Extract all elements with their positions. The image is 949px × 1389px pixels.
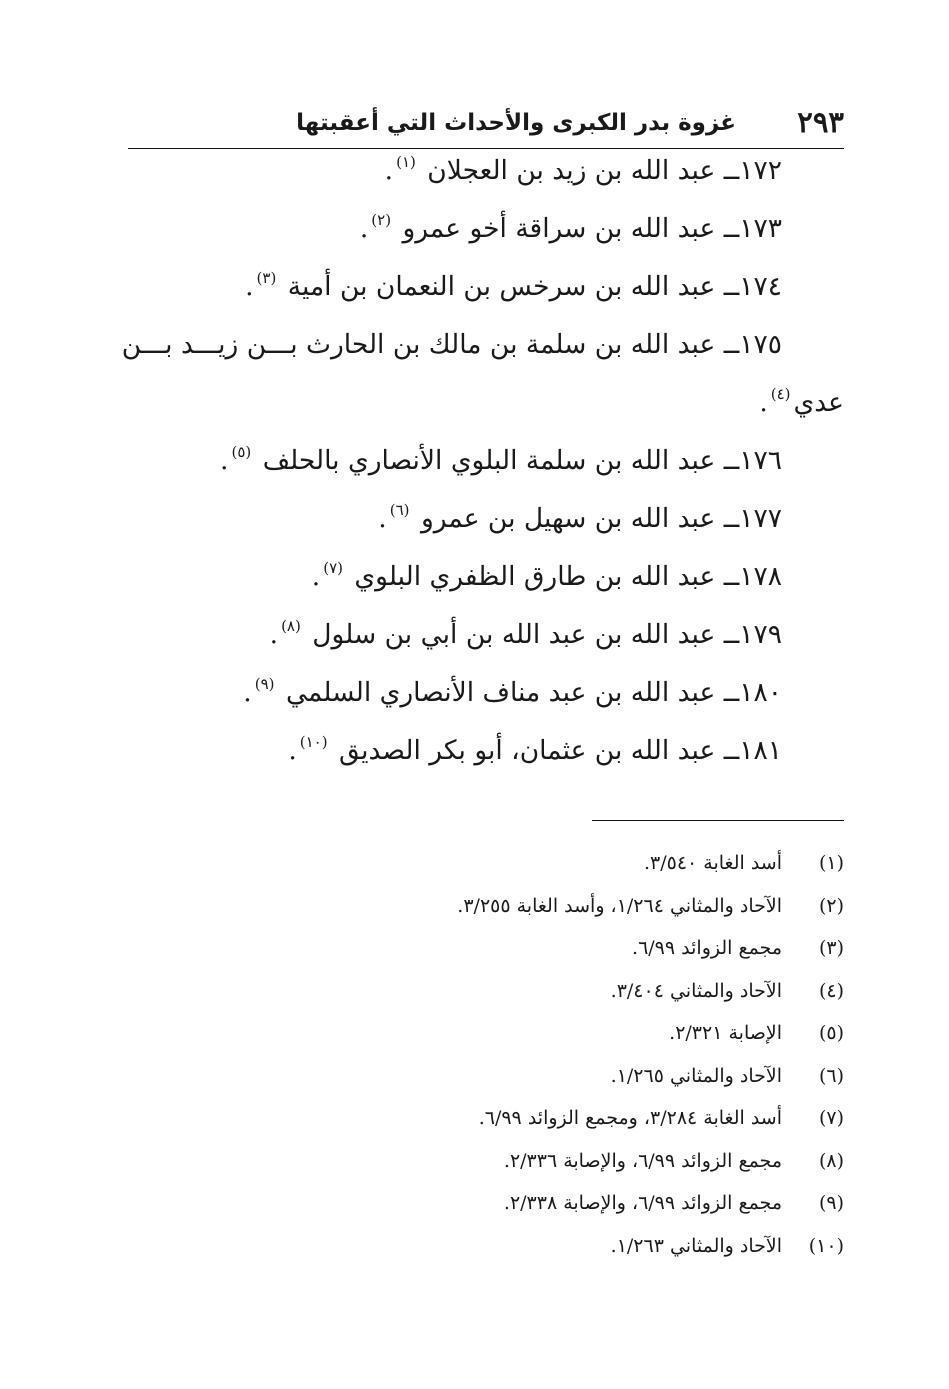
entry-number: ١٧٥ <box>739 329 782 360</box>
footnote-text: الآحاد والمثاني ١/٢٦٣. <box>610 1234 782 1257</box>
page-number: ٢٩٣ <box>797 105 844 139</box>
footnote-number: (٢) <box>818 894 844 917</box>
footnote-number: (٧) <box>818 1107 844 1129</box>
entry-number: ١٧٩ <box>739 619 782 650</box>
footnote-number: (٨) <box>818 1149 844 1172</box>
entry-text: عبد الله بن عثمان، أبو بكر الصديق <box>339 735 716 766</box>
footnote-9 <box>128 1182 844 1225</box>
entry-number: ١٧٨ <box>739 561 782 592</box>
footnote-7 <box>128 1097 844 1140</box>
entry-number: ١٧٢ <box>739 155 782 186</box>
footnote-8 <box>128 1140 844 1183</box>
footnote-text: الإصابة ٢/٣٢١. <box>669 1022 782 1044</box>
footnote-5 <box>128 1012 844 1055</box>
footnote-number: (٦) <box>818 1064 844 1087</box>
footnote-number: (١) <box>818 852 844 874</box>
footnote-text: أسد الغابة ٣/٥٤٠. <box>643 852 782 874</box>
entry-number: ١٨١ <box>739 735 782 766</box>
entry-number: ١٧٤ <box>739 271 782 302</box>
entry-174: ١٧٤ــ عبد الله بن سرخس بن النعمان بن أمية $^{(٣)}$. <box>245 269 782 302</box>
entry-number: ١٧٧ <box>739 503 782 534</box>
footnote-4 <box>128 970 844 1013</box>
footnote-text: الآحاد والمثاني ١/٢٦٤، وأسد الغابة ٣/٢٥٥. <box>457 894 782 917</box>
entry-text: عبد الله بن سرخس بن النعمان بن أمية <box>287 271 716 302</box>
entry-number: ١٧٦ <box>739 445 782 476</box>
footnote-ref: (٦) <box>389 501 410 519</box>
footnote-ref: (٣) <box>256 269 277 287</box>
entry-175-continuation: عدي$^{(٤)}$. <box>759 385 844 418</box>
footnote-text: مجمع الزوائد ٦/٩٩، والإصابة ٢/٣٣٦. <box>503 1149 782 1172</box>
footnote-1 <box>128 842 844 885</box>
entry-text: عبد الله بن طارق الظفري البلوي <box>354 561 716 592</box>
footnote-text: مجمع الزوائد ٦/٩٩، والإصابة ٢/٣٣٨. <box>503 1192 782 1214</box>
entry-176: ١٧٦ــ عبد الله بن سلمة البلوي الأنصاري بالحلف $^{(٥)}$. <box>220 443 782 476</box>
entry-text: عبد الله بن سهيل بن عمرو <box>420 503 716 534</box>
footnote-6 <box>128 1055 844 1098</box>
footnote-ref: (٨) <box>281 617 301 635</box>
footnote-number: (٩) <box>818 1192 844 1214</box>
entry-text: عبد الله بن سلمة بن مالك بن الحارث بـــن زيـــد بـــن <box>121 329 716 360</box>
footnote-text: الآحاد والمثاني ١/٢٦٥. <box>610 1064 782 1087</box>
entry-text: عبد الله بن عبد الله بن أبي بن سلول <box>312 619 716 650</box>
footnote-list <box>128 842 844 1267</box>
entry-text: عبد الله بن عبد مناف الأنصاري السلمي <box>285 677 716 708</box>
footnote-ref: (٢) <box>371 211 392 229</box>
footnote-number: (٤) <box>818 979 844 1002</box>
entry-list <box>121 142 844 780</box>
entry-180: ١٨٠ــ عبد الله بن عبد مناف الأنصاري السلمي $^{(٩)}$. <box>243 675 782 708</box>
entry-number: ١٧٣ <box>739 213 782 244</box>
entry-172: ١٧٢ــ عبد الله بن زيد بن العجلان $^{(١)}$. <box>384 153 782 186</box>
footnote-ref: (٤) <box>770 385 791 403</box>
footnote-3 <box>128 927 844 970</box>
footnote-text: الآحاد والمثاني ٣/٤٠٤. <box>610 979 782 1002</box>
entry-text: عبد الله بن زيد بن العجلان <box>427 155 716 186</box>
footnote-text: أسد الغابة ٣/٢٨٤، ومجمع الزوائد ٦/٩٩. <box>478 1107 782 1129</box>
footnote-ref: (١) <box>396 153 416 171</box>
entry-177: ١٧٧ــ عبد الله بن سهيل بن عمرو $^{(٦)}$. <box>378 501 782 534</box>
footnote-ref: (٥) <box>231 443 252 461</box>
entry-179: ١٧٩ــ عبد الله بن عبد الله بن أبي بن سلول $^{(٨)}$. <box>269 617 782 650</box>
running-title: غزوة بدر الكبرى والأحداث التي أعقبتها <box>296 110 736 136</box>
footnote-text: مجمع الزوائد ٦/٩٩. <box>632 937 782 959</box>
footnote-ref: (٩) <box>254 675 275 693</box>
entry-173: ١٧٣ــ عبد الله بن سراقة أخو عمرو $^{(٢)}$. <box>359 211 782 244</box>
entry-text-continuation: عدي <box>793 387 844 418</box>
footnote-number: (٥) <box>818 1022 844 1044</box>
entry-178: ١٧٨ــ عبد الله بن طارق الظفري البلوي $^{(٧)}$. <box>311 559 782 592</box>
footnote-ref: (١٠) <box>299 733 328 751</box>
entry-181: ١٨١ــ عبد الله بن عثمان، أبو بكر الصديق $^{(١٠)}$. <box>288 733 782 766</box>
entry-number: ١٨٠ <box>739 677 782 708</box>
entry-text: عبد الله بن سلمة البلوي الأنصاري بالحلف <box>262 445 716 476</box>
footnote-10 <box>128 1225 844 1268</box>
footnote-ref: (٧) <box>323 559 343 577</box>
footnote-number: (٣) <box>818 937 844 959</box>
entry-175: ١٧٥ــ عبد الله بن سلمة بن مالك بن الحارث بـــن زيـــد بـــن <box>121 329 782 360</box>
footnote-2 <box>128 885 844 928</box>
footnote-divider <box>592 820 844 821</box>
entry-text: عبد الله بن سراقة أخو عمرو <box>402 213 716 244</box>
footnote-number: (١٠) <box>808 1234 844 1257</box>
